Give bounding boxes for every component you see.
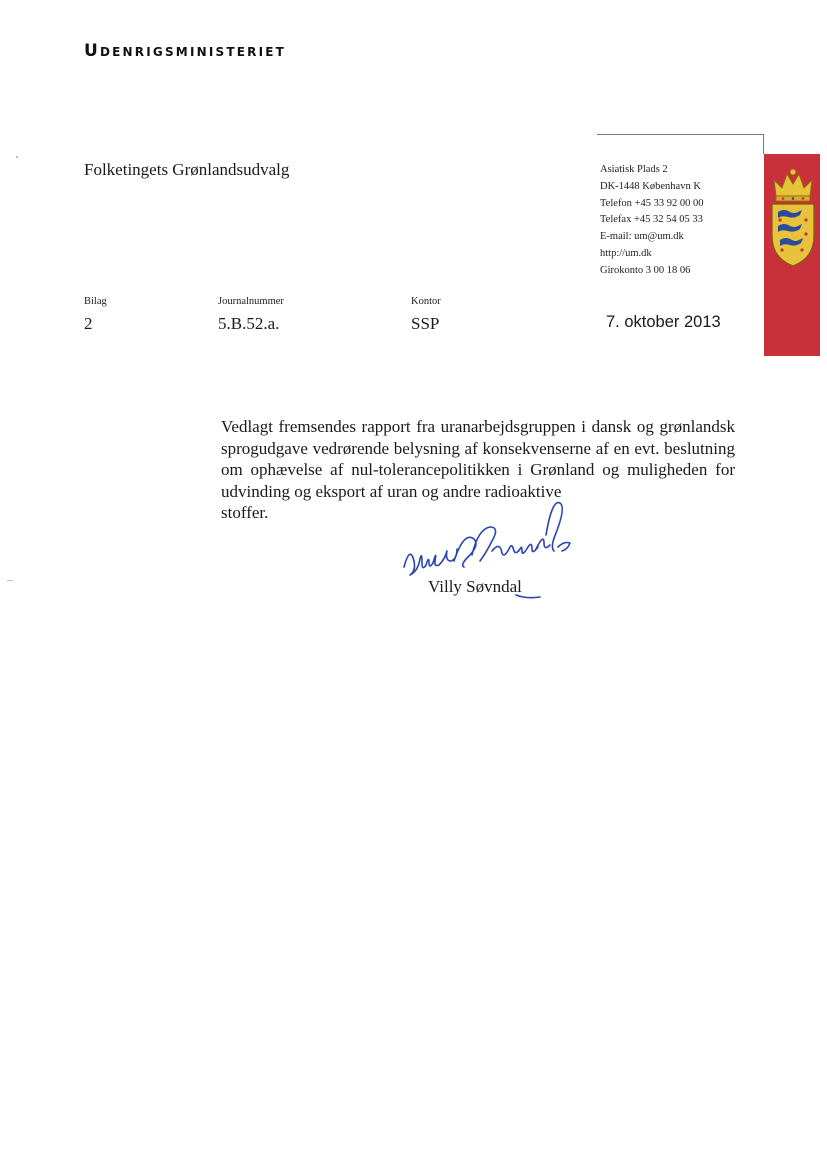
address-divider	[597, 134, 763, 135]
kontor-value: SSP	[411, 314, 440, 333]
bilag-value: 2	[84, 314, 93, 333]
recipient: Folketingets Grønlandsudvalg	[84, 160, 290, 179]
scan-speck	[7, 580, 13, 581]
address-line: E-mail: um@um.dk	[600, 231, 684, 243]
address-line: Asiatisk Plads 2	[600, 164, 668, 175]
body-last-line: stoffer.	[221, 503, 269, 522]
journal-value: 5.B.52.a.	[218, 314, 280, 333]
bilag-label: Bilag	[84, 296, 107, 307]
kontor-label: Kontor	[411, 296, 441, 307]
royal-crest-icon	[766, 166, 820, 270]
ministry-letterhead: Udenrigsministeriet	[84, 41, 287, 61]
address-line: http://um.dk	[600, 247, 652, 259]
scan-speck	[16, 156, 18, 158]
letter-date: 7. oktober 2013	[606, 313, 721, 331]
address-line: Girokonto 3 00 18 06	[600, 264, 691, 276]
journal-label: Journalnummer	[218, 296, 284, 307]
body-paragraph: Vedlagt fremsendes rapport fra uranarbejdsgruppen i dansk og grønlandsk sprogudgave vedrørende belysning af konsekvenserne af en evt. beslutning om ophævelse af nul-tolerancepolitikken i Grønland og muligheden for udvinding og eksport af uran og andre radioaktive	[221, 417, 735, 501]
signatory-name: Villy Søvndal	[428, 577, 522, 596]
address-line: DK-1448 København K	[600, 180, 701, 192]
sender-address	[600, 162, 703, 280]
address-line: Telefax +45 32 54 05 33	[600, 214, 703, 226]
address-divider-vertical	[763, 134, 764, 154]
address-line: Telefon +45 33 92 00 00	[600, 197, 704, 209]
